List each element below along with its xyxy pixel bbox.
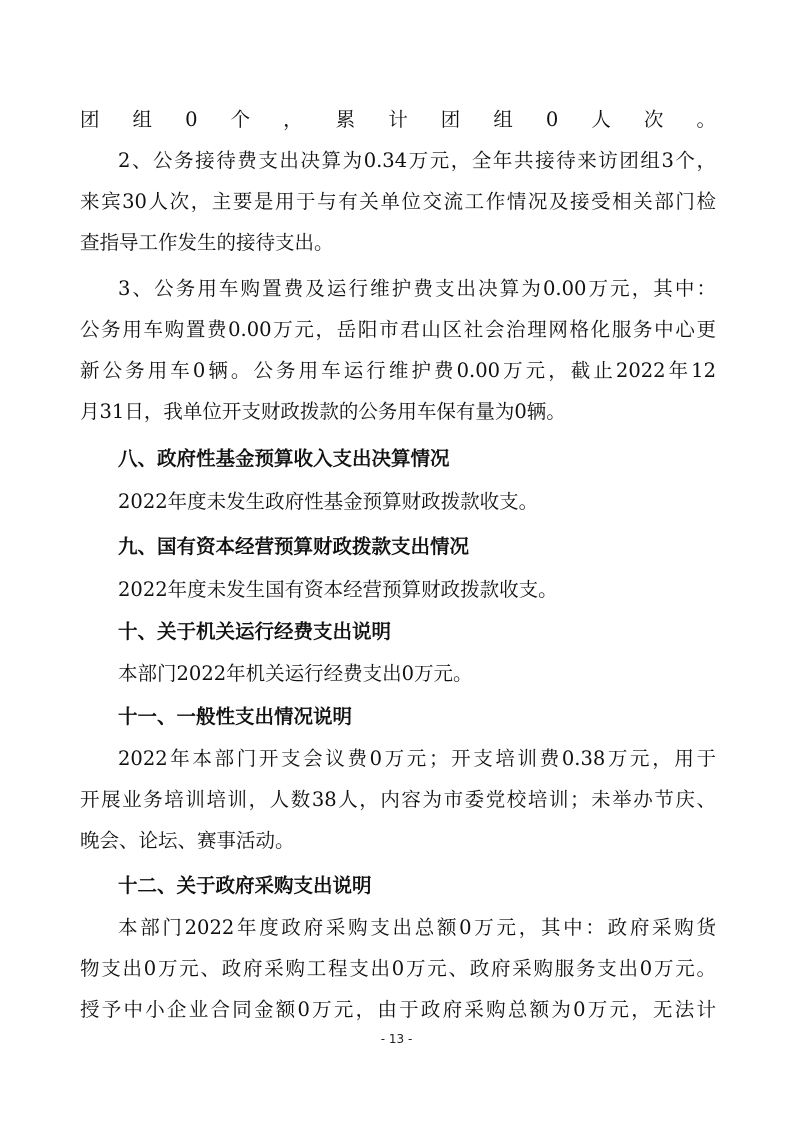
section-heading-12: 十二、关于政府采购支出说明 <box>118 874 372 897</box>
paragraph-line: 来宾30人次，主要是用于与有关单位交流工作情况及接受相关部门检 <box>80 190 716 213</box>
paragraph-line: 物支出0万元、政府采购工程支出0万元、政府采购服务支出0万元。 <box>80 957 716 980</box>
paragraph-line: 2022年度未发生政府性基金预算财政拨款收支。 <box>118 490 539 513</box>
section-heading-10: 十、关于机关运行经费支出说明 <box>118 620 392 643</box>
paragraph-line: 新公务用车0辆。公务用车运行维护费0.00万元，截止2022年12 <box>80 359 716 382</box>
paragraph-line: 查指导工作发生的接待支出。 <box>80 231 334 254</box>
section-heading-8: 八、政府性基金预算收入支出决算情况 <box>118 447 450 470</box>
paragraph-line: 2022年度未发生国有资本经营预算财政拨款收支。 <box>118 578 558 601</box>
paragraph-line: 本部门2022年机关运行经费支出0万元。 <box>118 662 473 685</box>
paragraph-line: 公务用车购置费0.00万元，岳阳市君山区社会治理网格化服务中心更 <box>80 318 716 341</box>
paragraph-line: 开展业务培训培训，人数38人，内容为市委党校培训；未举办节庆、 <box>80 788 716 811</box>
section-heading-11: 十一、一般性支出情况说明 <box>118 705 353 728</box>
paragraph-line: 2022年本部门开支会议费0万元；开支培训费0.38万元，用于 <box>118 747 716 770</box>
paragraph-line: 月31日，我单位开支财政拨款的公务用车保有量为0辆。 <box>80 400 566 423</box>
section-heading-9: 九、国有资本经营预算财政拨款支出情况 <box>118 535 470 558</box>
paragraph-line: 本部门2022年度政府采购支出总额0万元，其中：政府采购货 <box>118 916 716 939</box>
paragraph-line: 团组0个，累计团组0人次。 <box>80 108 716 131</box>
paragraph-line: 3、公务用车购置费及运行维护费支出决算为0.00万元，其中： <box>118 277 716 300</box>
paragraph-line: 2、公务接待费支出决算为0.34万元，全年共接待来访团组3个， <box>118 149 716 172</box>
page-number: - 13 - <box>380 1032 413 1046</box>
paragraph-line: 晚会、论坛、赛事活动。 <box>80 829 295 852</box>
paragraph-line: 授予中小企业合同金额0万元，由于政府采购总额为0万元，无法计 <box>80 998 716 1021</box>
